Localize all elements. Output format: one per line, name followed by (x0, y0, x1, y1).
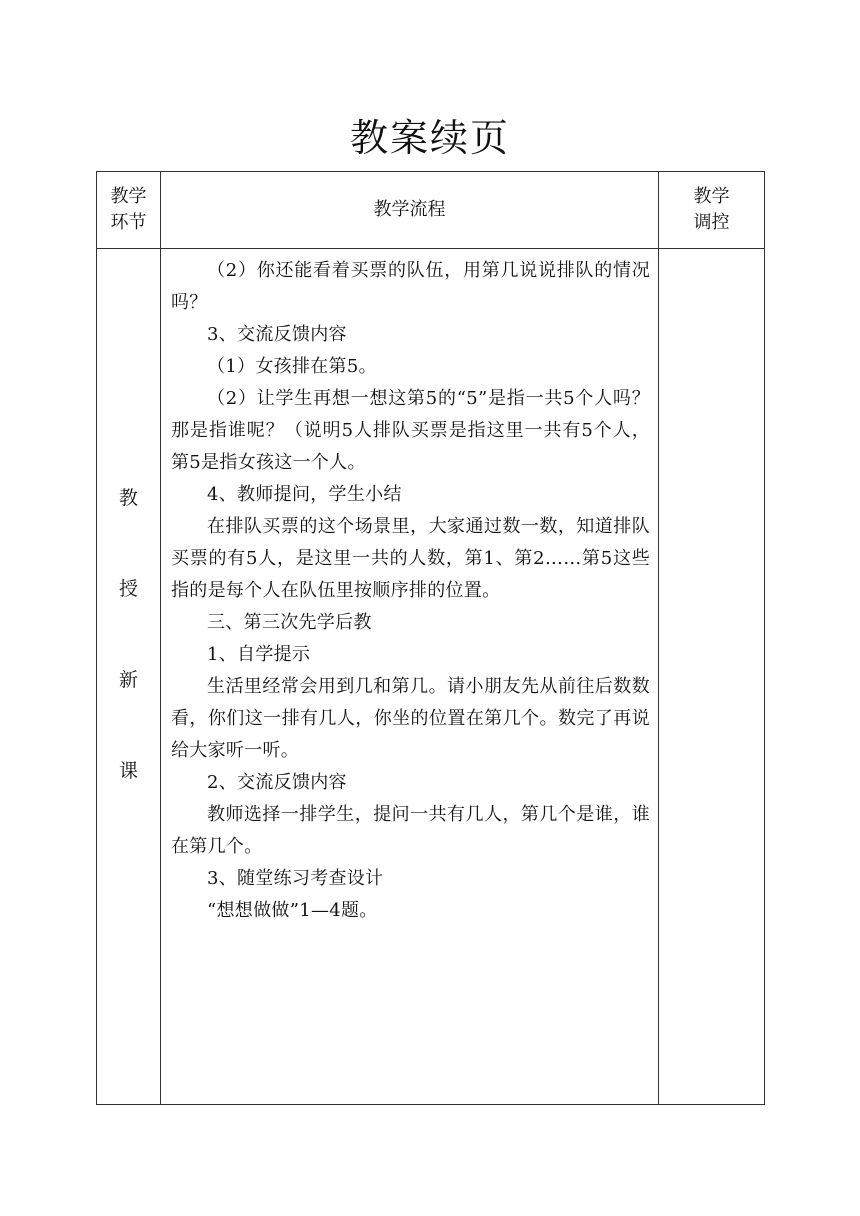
header-teaching-stage-line2: 环节 (110, 212, 147, 233)
section-label-char: 新 (118, 669, 138, 691)
body-row (97, 249, 765, 1105)
header-teaching-stage (97, 172, 161, 249)
process-paragraph: 三、第三次先学后教 (207, 612, 372, 633)
page-title: 教案续页 (349, 116, 510, 160)
header-teaching-adjustment-line2: 调控 (693, 212, 730, 233)
header-teaching-adjustment (659, 172, 765, 249)
process-paragraph: 在排队买票的这个场景里，大家通过数一数，知道排队买票的有5人，是这里一共的人数，第1、第2……第5这些指的是每个人在队伍里按顺序排的位置。 (171, 516, 650, 601)
process-paragraph: （2）你还能看着买票的队伍，用第几说说排队的情况吗？ (171, 260, 650, 313)
process-paragraph: （2）让学生再想一想这第5的“5”是指一共5个人吗？那是指谁呢？（说明5人排队买票是指这里一共有5个人，第5是指女孩这一个人。 (171, 388, 650, 473)
section-label-char: 教 (118, 487, 138, 509)
process-paragraph: 3、交流反馈内容 (207, 324, 347, 345)
section-label-char: 授 (118, 578, 138, 600)
process-paragraph: 生活里经常会用到几和第几。请小朋友先从前往后数数看，你们这一排有几人，你坐的位置在第几个。数完了再说给大家听一听。 (171, 676, 650, 761)
process-paragraph: “想想做做”1—4题。 (207, 900, 378, 921)
process-paragraph: 教师选择一排学生，提问一共有几人，第几个是谁，谁在第几个。 (171, 804, 650, 857)
teaching-adjustment-cell (659, 249, 765, 1105)
process-paragraph: 1、自学提示 (207, 644, 311, 665)
section-label-cell (97, 249, 161, 1105)
process-paragraph: 2、交流反馈内容 (207, 772, 347, 793)
section-label-char: 课 (118, 760, 138, 782)
lesson-plan-table (96, 171, 765, 1105)
process-paragraph: （1）女孩排在第5。 (207, 356, 377, 377)
header-row (97, 172, 765, 249)
process-paragraph: 3、随堂练习考查设计 (207, 868, 384, 889)
teaching-process-cell (161, 249, 659, 1105)
process-paragraph: 4、教师提问，学生小结 (207, 484, 402, 505)
header-teaching-process: 教学流程 (161, 172, 659, 249)
header-teaching-stage-line1: 教学 (110, 186, 147, 207)
header-teaching-adjustment-line1: 教学 (693, 186, 730, 207)
